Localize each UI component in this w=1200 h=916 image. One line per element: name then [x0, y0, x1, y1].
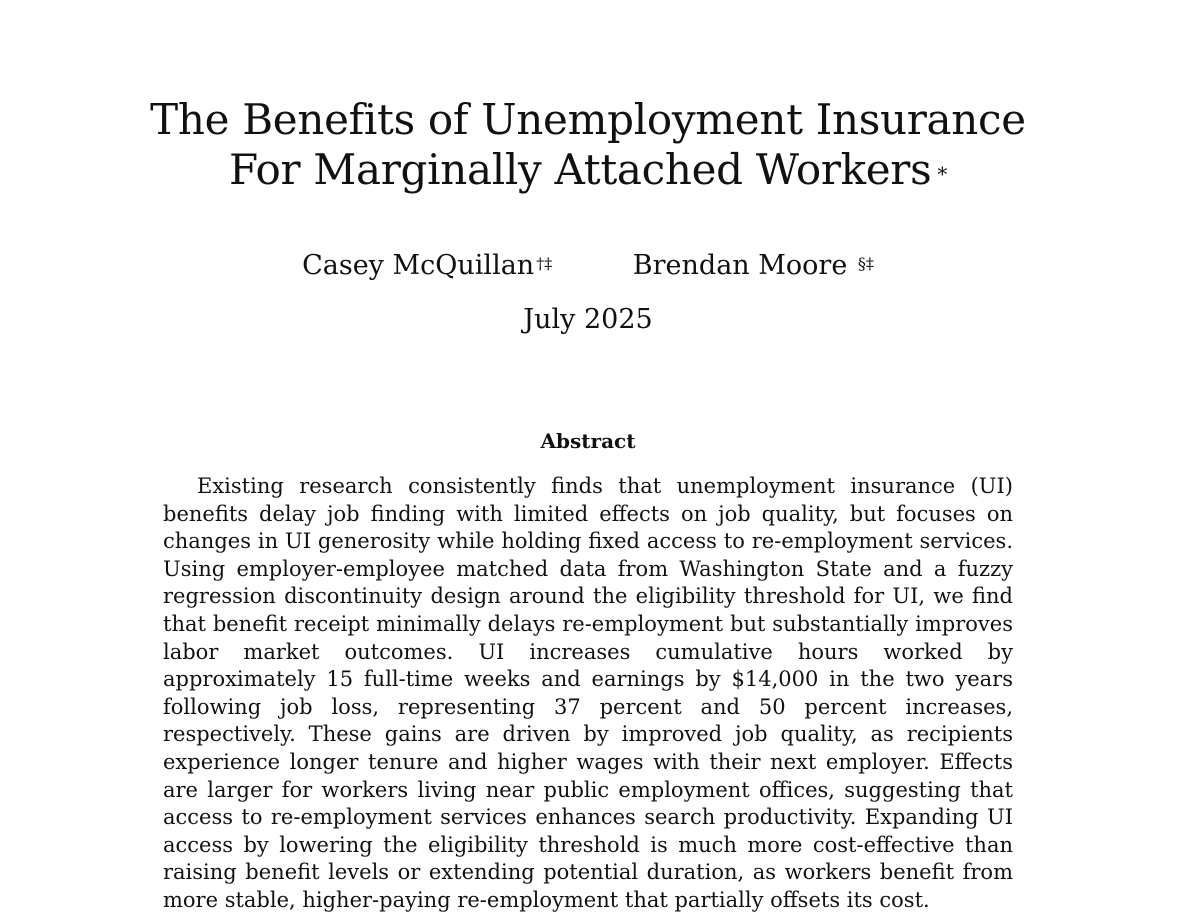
title-line-2 [0, 145, 1176, 195]
paper-title [0, 95, 1176, 195]
author-2-footnote-marks: §‡ [857, 254, 874, 273]
author-2-name: Brendan Moore [632, 250, 848, 281]
title-line-1: The Benefits of Unemployment Insurance [150, 95, 1026, 144]
author-1 [302, 248, 552, 284]
author-list [0, 248, 1176, 284]
abstract-text: Existing research consistently finds that unemployment insurance (UI) benefits delay job finding with limited effects on job quality, but focuses on changes in UI generosity while holding fixed access to re-employment services. Using employer-employee matched data from Washington State and a fuzzy regression discontinuity design around the eligibility threshold for UI, we find that benefit receipt minimally delays re-employment but substantially improves labor market outcomes. UI increases cumulative hours worked by approximately 15 full-time weeks and earnings by $14,000 in the two years following job loss, representing 37 percent and 50 percent increases, respectively. These gains are driven by improved job quality, as recipients experience longer tenure and higher wages with their next employer. Effects are larger for workers living near public employment offices, suggesting that access to re-employment services enhances search productivity. Expanding UI access by lowering the eligibility threshold is much more cost-effective than raising benefit levels or extending potential duration, as workers benefit from more stable, higher-paying re-employment that partially offsets its cost. [163, 474, 1013, 912]
author-1-footnote-marks: †‡ [536, 254, 553, 273]
author-1-name: Casey McQuillan [302, 250, 535, 281]
title-footnote-mark: * [937, 162, 948, 186]
publication-date: July 2025 [523, 304, 653, 335]
author-2 [633, 248, 874, 284]
title-line-2-text: For Marginally Attached Workers [228, 145, 932, 194]
abstract-heading: Abstract [540, 429, 636, 453]
